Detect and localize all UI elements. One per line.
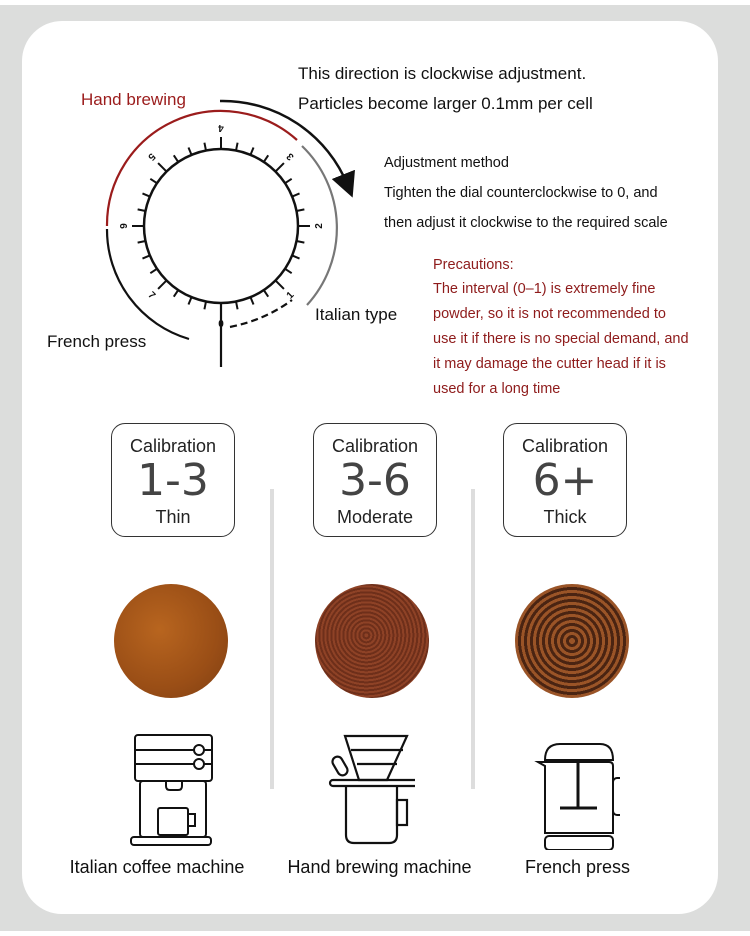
espresso-machine-icon [126, 730, 216, 850]
ground-sample-thin [114, 584, 228, 698]
precaution-line: powder, so it is not recommended to [433, 306, 666, 322]
grind-size-label: Thick [543, 507, 587, 527]
calibration-box-moderate [313, 423, 437, 537]
direction-text: This direction is clockwise adjustment. [298, 64, 587, 83]
particle-size-text: Particles become larger 0.1mm per cell [298, 94, 593, 113]
svg-text:7: 7 [145, 289, 158, 302]
calibration-range: 3-6 [339, 455, 411, 506]
dial-ticks [132, 137, 310, 315]
ground-sample-moderate [315, 584, 429, 698]
svg-text:2: 2 [314, 223, 325, 229]
calibration-label: Calibration [331, 436, 419, 456]
dial-circle [144, 149, 298, 303]
calibration-label: Calibration [129, 436, 217, 456]
precaution-line: used for a long time [433, 381, 561, 397]
precaution-line: it may damage the cutter head if it is [433, 356, 666, 372]
calibration-box-thin [111, 423, 235, 537]
french-press-arc [107, 229, 189, 339]
fine-interval-dashed-arc [230, 300, 292, 327]
adjustment-line-2: then adjust it clockwise to the required scale [384, 215, 668, 231]
precaution-line: use it if there is no special demand, and [433, 331, 689, 347]
precautions-title: Precautions: [433, 257, 514, 273]
adjustment-title: Adjustment method [384, 155, 509, 171]
precaution-line: The interval (0–1) is extremely fine [433, 281, 656, 297]
french-press-icon [530, 730, 620, 850]
machine-label-french-press: French press [524, 857, 631, 877]
adjustment-line-1: Tighten the dial counterclockwise to 0, and [384, 185, 658, 201]
calibration-range: 1-3 [137, 455, 209, 506]
svg-text:0: 0 [218, 319, 224, 330]
italian-type-label: Italian type [315, 305, 398, 324]
french-press-label: French press [47, 332, 147, 351]
ground-sample-thick [515, 584, 629, 698]
machine-label-hand-brewing: Hand brewing machine [287, 857, 472, 877]
calibration-range: 6+ [532, 455, 598, 506]
svg-text:5: 5 [145, 150, 158, 163]
hand-brewing-label: Hand brewing [81, 90, 186, 109]
column-divider [471, 489, 475, 789]
svg-text:4: 4 [218, 122, 224, 133]
clockwise-arrow-icon [220, 101, 348, 186]
svg-text:1: 1 [284, 289, 297, 302]
svg-text:6: 6 [117, 223, 128, 229]
calibration-label: Calibration [521, 436, 609, 456]
hand-brewing-arc [107, 111, 297, 226]
calibration-box-thick [503, 423, 627, 537]
svg-text:3: 3 [284, 150, 297, 163]
grind-size-label: Moderate [336, 507, 414, 527]
grind-size-label: Thin [155, 507, 191, 527]
column-divider [270, 489, 274, 789]
pour-over-dripper-icon [325, 730, 415, 850]
machine-label-italian: Italian coffee machine [69, 857, 245, 877]
